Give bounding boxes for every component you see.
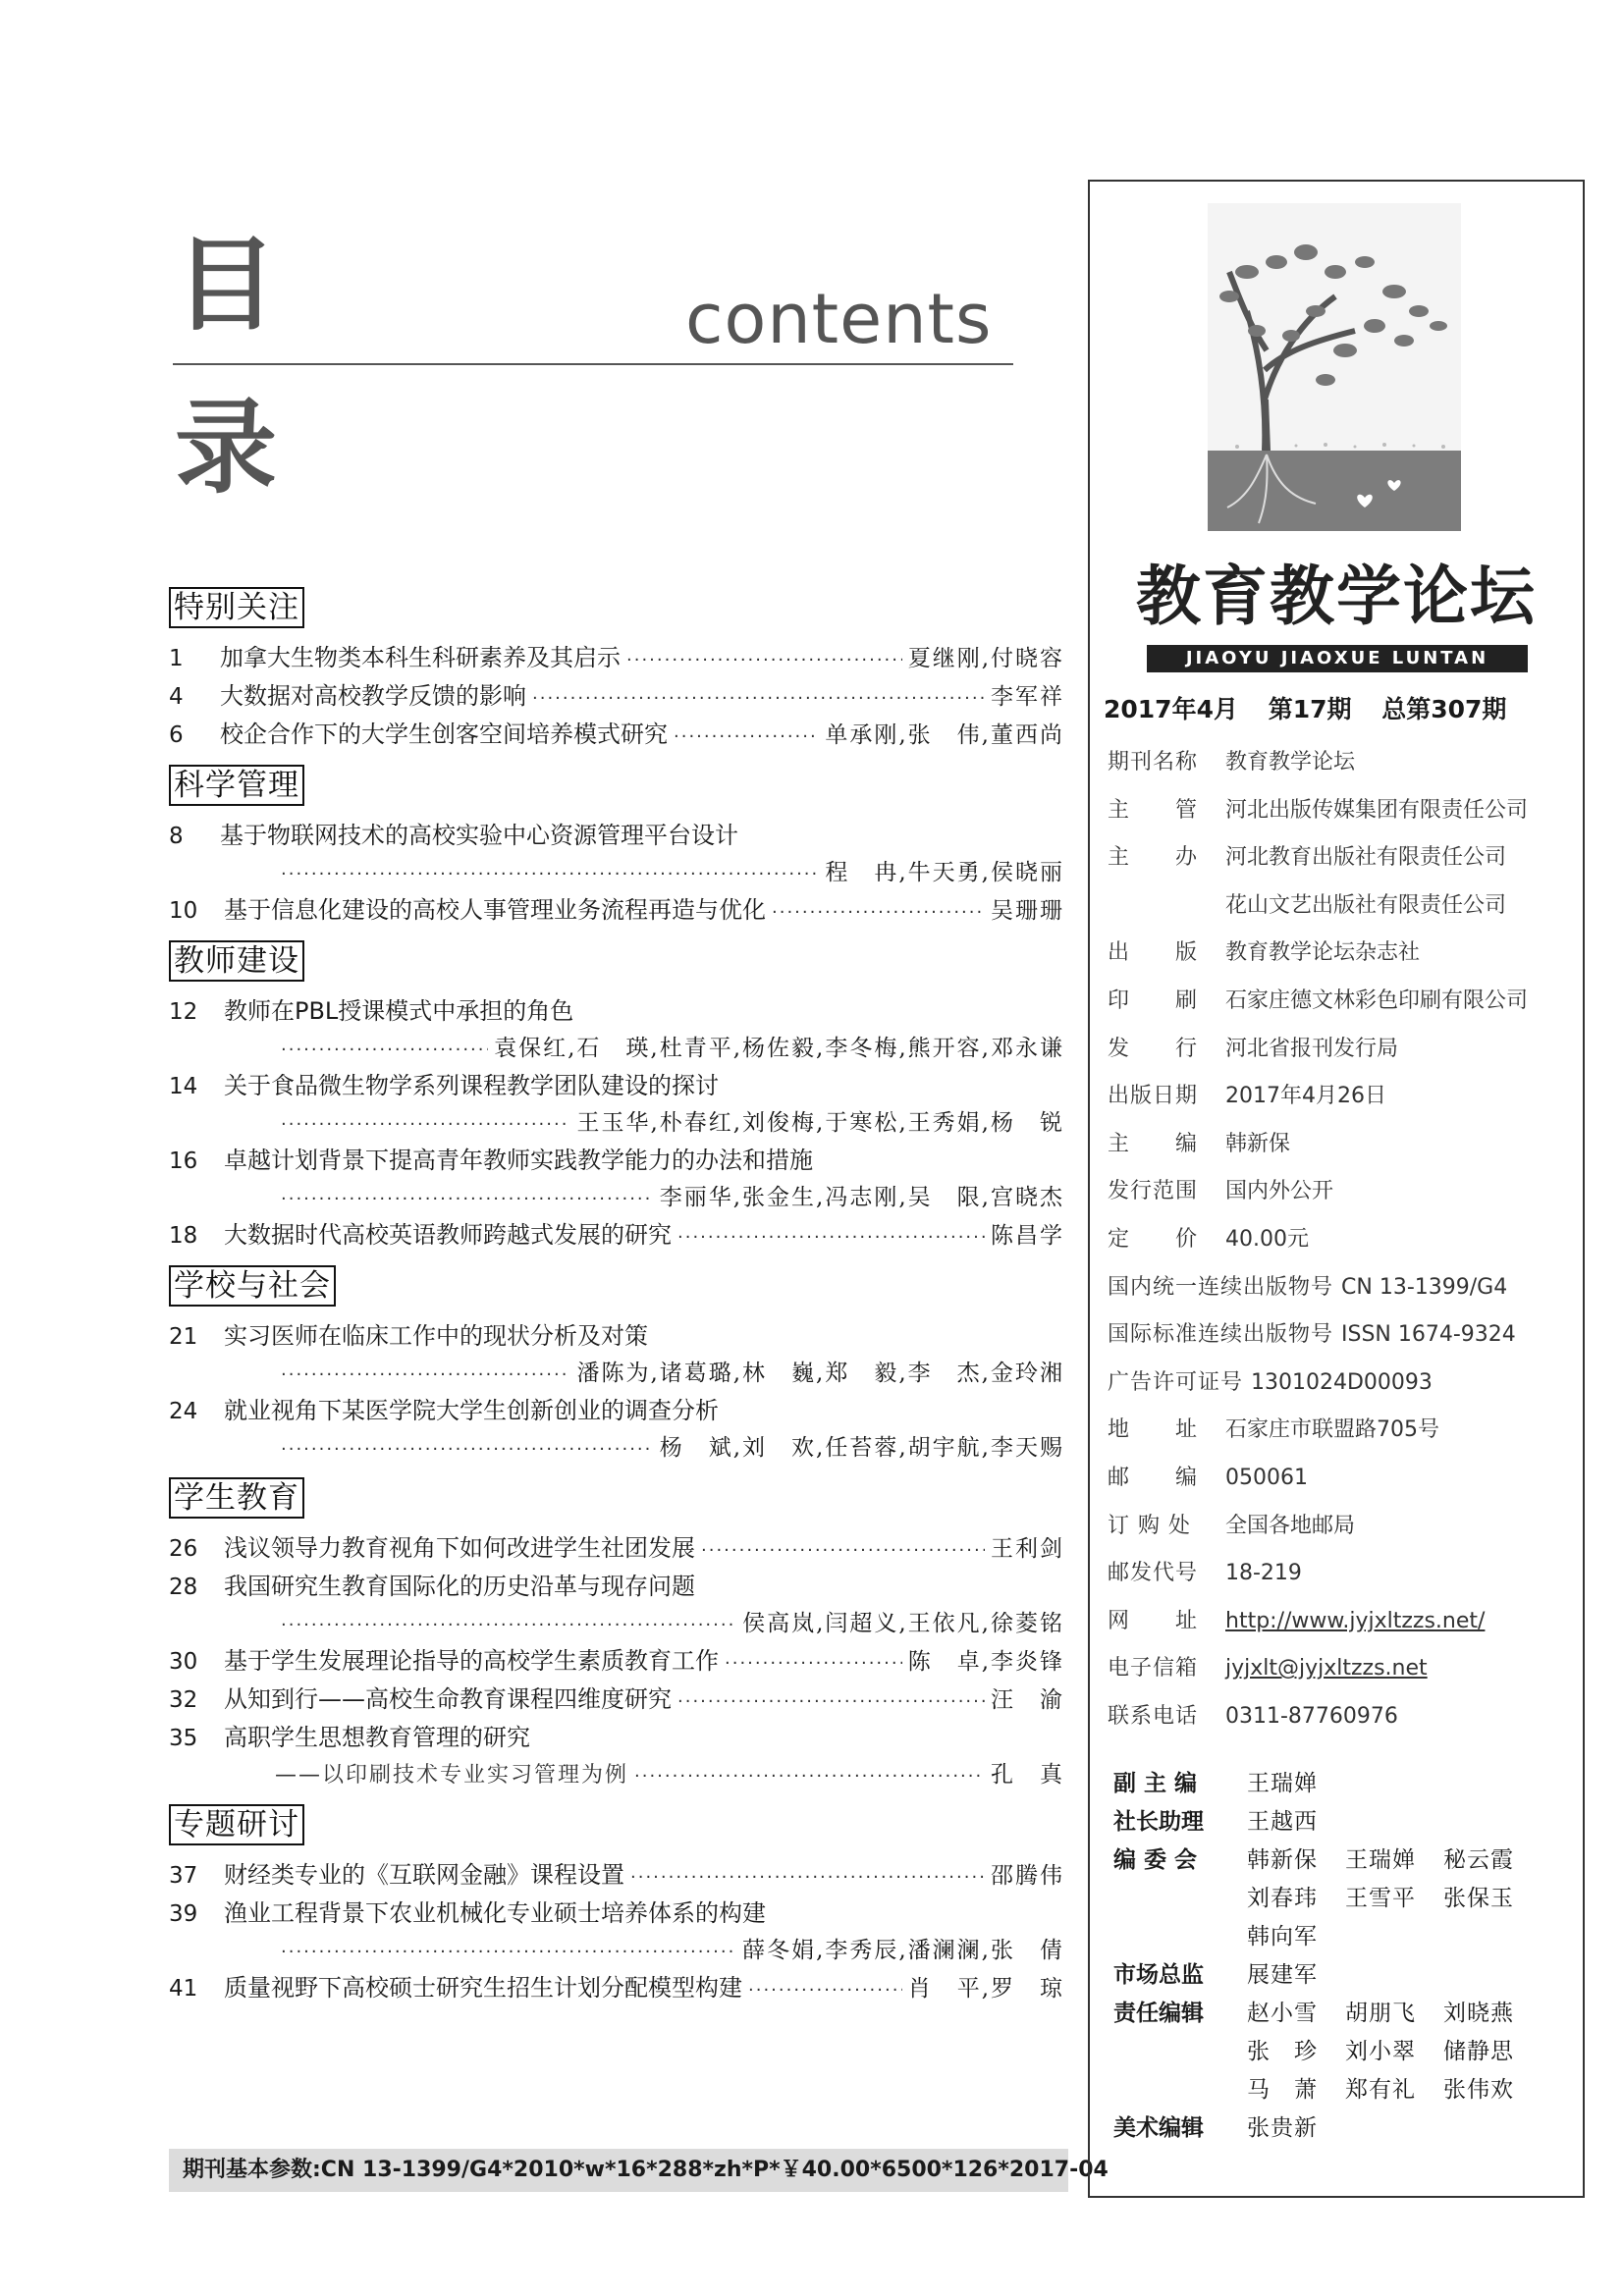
- info-row: [1108, 1026, 1569, 1074]
- article-authors: 孔 真: [991, 1762, 1064, 1788]
- editorial-staff: [1113, 1765, 1575, 2148]
- info-value: 石家庄德文林彩色印刷有限公司: [1225, 988, 1529, 1013]
- article-authors: 潘陈为,诸葛璐,林 巍,郑 毅,李 杰,金玲湘: [576, 1361, 1064, 1386]
- article-title: 财经类专业的《互联网金融》课程设置: [224, 1861, 624, 1889]
- info-value: 教育教学论坛杂志社: [1225, 940, 1421, 966]
- info-label: 主 管: [1108, 797, 1199, 823]
- staff-name: 张 珍: [1247, 2039, 1318, 2064]
- article-subtitle: ——以印刷技术专业实习管理为例: [275, 1763, 629, 1788]
- leader-dots: [772, 894, 985, 931]
- issue-total: 总第307期: [1381, 695, 1507, 723]
- info-row: [1108, 834, 1569, 882]
- info-label: 电子信箱: [1108, 1656, 1199, 1682]
- article-title: 大数据时代高校英语教师跨越式发展的研究: [224, 1221, 672, 1249]
- page-number: 10: [169, 898, 198, 924]
- section-title: 教师建设: [169, 940, 304, 982]
- article-title: 加拿大生物类本科生科研素养及其启示: [220, 644, 621, 671]
- article-title: 校企合作下的大学生创客空间培养模式研究: [220, 721, 668, 748]
- toc-entry[interactable]: [169, 1857, 1064, 1896]
- page-number: 39: [169, 1901, 198, 1927]
- journal-parameters-bar: 期刊基本参数:CN 13-1399/G4*2010*w*16*288*zh*P*￥40.00*6500*126*2017-04: [169, 2149, 1068, 2192]
- article-authors: 汪 渝: [991, 1687, 1064, 1713]
- page-number: 21: [169, 1324, 198, 1350]
- article-authors: 肖 平,罗 琼: [907, 1976, 1064, 2002]
- info-value: 韩新保: [1225, 1131, 1291, 1156]
- staff-name: 胡朋飞: [1345, 2001, 1416, 2026]
- leader-dots: [677, 1219, 985, 1255]
- staff-role: 社长助理: [1113, 1809, 1204, 1835]
- leader-dots: [281, 1181, 654, 1217]
- page-number: 6: [169, 722, 184, 748]
- toc-entry[interactable]: [169, 640, 1064, 678]
- page-number: 28: [169, 1575, 198, 1600]
- staff-role: 美术编辑: [1113, 2115, 1204, 2141]
- info-value: 河北省报刊发行局: [1225, 1036, 1399, 1061]
- toc-entry[interactable]: [169, 892, 1064, 931]
- section-title: 学生教育: [169, 1477, 304, 1519]
- info-row: [1108, 1455, 1569, 1503]
- publication-info: [1108, 739, 1569, 1740]
- article-title: 从知到行——高校生命教育课程四维度研究: [224, 1685, 672, 1713]
- toc-entry[interactable]: [169, 1643, 1064, 1682]
- info-value: 0311-87760976: [1225, 1703, 1398, 1729]
- toc-section: [169, 1794, 1064, 2008]
- info-value: 国内外公开: [1225, 1179, 1334, 1204]
- info-row: [1108, 1073, 1569, 1121]
- staff-name: 王雪平: [1345, 1886, 1416, 1911]
- article-title: 教师在PBL授课模式中承担的角色: [224, 997, 574, 1025]
- info-label: 印 刷: [1108, 988, 1199, 1013]
- info-row: [1108, 1360, 1569, 1408]
- toc-section: [169, 577, 1064, 755]
- info-row: [1108, 978, 1569, 1026]
- article-authors: 单承刚,张 伟,董西尚: [825, 722, 1064, 748]
- staff-name: 刘春玮: [1247, 1886, 1318, 1911]
- toc-section: [169, 1255, 1064, 1468]
- staff-name: 王瑞婵: [1345, 1847, 1416, 1873]
- staff-role: 副 主 编: [1113, 1771, 1198, 1796]
- article-authors: 李丽华,张金生,冯志刚,吴 限,宫晓杰: [659, 1185, 1064, 1210]
- info-row: [1108, 1503, 1569, 1551]
- article-authors: 陈 卓,李炎锋: [907, 1649, 1064, 1675]
- staff-name: 王越西: [1247, 1809, 1318, 1835]
- info-row: [1108, 787, 1569, 835]
- article-authors: 袁保红,石 瑛,杜青平,杨佐毅,李冬梅,熊开容,邓永谦: [494, 1036, 1064, 1061]
- page-number: 18: [169, 1223, 198, 1249]
- header-divider: [173, 363, 1013, 365]
- info-value: 18-219: [1225, 1561, 1302, 1586]
- article-title: 质量视野下高校硕士研究生招生计划分配模型构建: [224, 1974, 742, 2002]
- page-number: 35: [169, 1726, 198, 1751]
- page-number: 37: [169, 1863, 198, 1889]
- toc-entry[interactable]: [169, 717, 1064, 755]
- info-label: 发行范围: [1108, 1179, 1199, 1204]
- info-link[interactable]: jyjxlt@jyjxltzzs.net: [1225, 1656, 1428, 1682]
- leader-dots: [281, 1607, 736, 1643]
- info-value: 石家庄市联盟路705号: [1225, 1417, 1439, 1443]
- info-row: [1108, 1693, 1569, 1741]
- info-label: [1108, 882, 1225, 931]
- toc-entry[interactable]: [169, 1682, 1064, 1720]
- info-value: 40.00元: [1225, 1226, 1309, 1252]
- info-value: 河北教育出版社有限责任公司: [1225, 845, 1507, 871]
- staff-row: [1113, 2109, 1575, 2148]
- staff-name: 马 萧: [1247, 2077, 1318, 2103]
- info-label: 定 价: [1108, 1226, 1199, 1252]
- staff-row: [1113, 1842, 1575, 1956]
- staff-name: 王瑞婵: [1247, 1771, 1318, 1796]
- info-value: 全国各地邮局: [1225, 1513, 1356, 1538]
- info-row: [1108, 1216, 1569, 1264]
- leader-dots: [634, 1758, 985, 1794]
- info-link[interactable]: http://www.jyjxltzzs.net/: [1225, 1608, 1486, 1633]
- info-row: [1108, 1264, 1569, 1312]
- article-title: 基于物联网技术的高校实验中心资源管理平台设计: [220, 822, 738, 849]
- section-title: 专题研讨: [169, 1804, 304, 1845]
- info-label: 期刊名称: [1108, 750, 1199, 774]
- section-title: 科学管理: [169, 765, 304, 806]
- article-authors: 李军祥: [991, 684, 1064, 710]
- toc-section: [169, 1468, 1064, 1794]
- issue-line: [1104, 690, 1528, 725]
- article-authors: 夏继刚,付晓容: [907, 646, 1064, 671]
- toc-entry[interactable]: [169, 1720, 1064, 1794]
- article-authors: 吴珊珊: [991, 898, 1064, 924]
- info-label: 主 办: [1108, 845, 1199, 871]
- toc-entry[interactable]: [169, 1318, 1064, 1393]
- title-char-lu: 录: [175, 388, 278, 507]
- info-label: 网 址: [1108, 1608, 1199, 1633]
- table-of-contents: [169, 577, 1064, 2008]
- toc-entry[interactable]: [169, 1217, 1064, 1255]
- masthead-panel: [1088, 180, 1585, 2198]
- section-title: 学校与社会: [169, 1265, 336, 1307]
- staff-role: 编 委 会: [1113, 1847, 1198, 1873]
- article-title: 卓越计划背景下提高青年教师实践教学能力的办法和措施: [224, 1147, 813, 1174]
- title-char-mu: 目: [175, 225, 278, 345]
- info-row: [1108, 1121, 1569, 1169]
- info-row: [1108, 1407, 1569, 1455]
- staff-name: 赵小雪: [1247, 2001, 1318, 2026]
- staff-role: 责任编辑: [1113, 2001, 1204, 2026]
- staff-name: 张伟欢: [1443, 2077, 1514, 2103]
- info-row: [1108, 882, 1569, 931]
- toc-entry[interactable]: [169, 1896, 1064, 1970]
- info-row: [1108, 1311, 1569, 1360]
- info-label: 广告许可证号: [1108, 1369, 1244, 1395]
- leader-dots: [725, 1645, 902, 1682]
- article-authors: 王利剑: [991, 1536, 1064, 1562]
- page-number: 8: [169, 824, 184, 849]
- info-row: [1108, 930, 1569, 978]
- info-label: 发 行: [1108, 1036, 1199, 1061]
- page-number: 14: [169, 1074, 198, 1099]
- staff-role: 市场总监: [1113, 1962, 1204, 1988]
- toc-section: [169, 755, 1064, 931]
- toc-entry[interactable]: [169, 1143, 1064, 1217]
- staff-row: [1113, 1765, 1575, 1803]
- article-authors: 杨 斌,刘 欢,任苔蓉,胡宇航,李天赐: [659, 1435, 1064, 1461]
- leader-dots: [281, 856, 819, 892]
- page-number: 30: [169, 1649, 198, 1675]
- info-value: CN 13-1399/G4: [1341, 1274, 1508, 1300]
- article-title: 渔业工程背景下农业机械化专业硕士培养体系的构建: [224, 1899, 766, 1927]
- leader-dots: [630, 1859, 985, 1896]
- info-value: 2017年4月26日: [1225, 1084, 1386, 1109]
- article-title: 基于信息化建设的高校人事管理业务流程再造与优化: [224, 896, 766, 924]
- article-title: 高职学生思想教育管理的研究: [224, 1724, 530, 1751]
- page-number: 41: [169, 1976, 198, 2002]
- article-title: 关于食品微生物学系列课程教学团队建设的探讨: [224, 1072, 719, 1099]
- staff-name: 秘云霞: [1443, 1847, 1514, 1873]
- article-title: 我国研究生教育国际化的历史沿革与现存问题: [224, 1573, 695, 1600]
- leader-dots: [677, 1683, 985, 1720]
- toc-entry[interactable]: [169, 1068, 1064, 1143]
- leader-dots: [701, 1532, 985, 1569]
- toc-entry[interactable]: [169, 1970, 1064, 2008]
- leader-dots: [532, 680, 985, 717]
- page-number: 26: [169, 1536, 198, 1562]
- tree-illustration: [1208, 203, 1461, 531]
- article-title: 基于学生发展理论指导的高校学生素质教育工作: [224, 1647, 719, 1675]
- staff-name: 张贵新: [1247, 2115, 1318, 2141]
- info-label: 出 版: [1108, 940, 1199, 966]
- info-label: 国内统一连续出版物号: [1108, 1274, 1334, 1300]
- page-number: 24: [169, 1399, 198, 1424]
- page-number: 12: [169, 999, 198, 1025]
- staff-row: [1113, 1803, 1575, 1842]
- staff-name: 张保玉: [1443, 1886, 1514, 1911]
- info-row: [1108, 1550, 1569, 1598]
- info-label: 地 址: [1108, 1417, 1199, 1443]
- staff-name: 郑有礼: [1345, 2077, 1416, 2103]
- article-title: 大数据对高校教学反馈的影响: [220, 682, 526, 710]
- page-number: 16: [169, 1148, 198, 1174]
- info-label: 联系电话: [1108, 1703, 1199, 1729]
- leader-dots: [281, 1431, 654, 1468]
- leader-dots: [281, 1032, 488, 1068]
- info-row: [1108, 739, 1569, 787]
- page-number: 1: [169, 646, 184, 671]
- toc-entry[interactable]: [169, 678, 1064, 717]
- tree-logo-image: [1208, 203, 1461, 531]
- leader-dots: [748, 1972, 902, 2008]
- contents-word: contents: [685, 279, 993, 359]
- article-authors: 薛冬娟,李秀辰,潘澜澜,张 倩: [742, 1938, 1064, 1963]
- toc-entry[interactable]: [169, 993, 1064, 1068]
- toc-entry[interactable]: [169, 1393, 1064, 1468]
- article-authors: 侯高岚,闫超义,王依凡,徐菱铭: [742, 1611, 1064, 1636]
- staff-row: [1113, 1995, 1575, 2109]
- info-label: 主 编: [1108, 1131, 1199, 1156]
- article-title: 浅议领导力教育视角下如何改进学生社团发展: [224, 1534, 695, 1562]
- info-value: 教育教学论坛: [1225, 750, 1356, 774]
- info-row: [1108, 1168, 1569, 1216]
- leader-dots: [281, 1934, 736, 1970]
- staff-name: 展建军: [1247, 1962, 1318, 1988]
- info-label: 邮发代号: [1108, 1561, 1199, 1586]
- article-authors: 邵腾伟: [991, 1863, 1064, 1889]
- article-title: 就业视角下某医学院大学生创新创业的调查分析: [224, 1397, 719, 1424]
- info-value: 050061: [1225, 1465, 1308, 1490]
- page-number: 32: [169, 1687, 198, 1713]
- page-number: 4: [169, 684, 184, 710]
- article-authors: 王玉华,朴春红,刘俊梅,于寒松,王秀娟,杨 锐: [576, 1110, 1064, 1136]
- staff-row: [1113, 1956, 1575, 1995]
- leader-dots: [281, 1357, 570, 1393]
- staff-name: 韩向军: [1247, 1924, 1318, 1949]
- magazine-pinyin: JIAOYU JIAOXUE LUNTAN: [1147, 645, 1528, 672]
- toc-section: [169, 931, 1064, 1255]
- article-authors: 程 冉,牛天勇,侯晓丽: [825, 860, 1064, 885]
- info-row: [1108, 1645, 1569, 1693]
- leader-dots: [626, 642, 902, 678]
- info-value: 花山文艺出版社有限责任公司: [1225, 892, 1507, 918]
- info-value: ISSN 1674-9324: [1341, 1322, 1516, 1348]
- issue-date: 2017年4月: [1104, 695, 1238, 723]
- article-authors: 陈昌学: [991, 1223, 1064, 1249]
- info-value: 河北出版传媒集团有限责任公司: [1225, 797, 1529, 823]
- staff-name: 储静思: [1443, 2039, 1514, 2064]
- toc-entry[interactable]: [169, 818, 1064, 892]
- info-label: 订 购 处: [1108, 1513, 1191, 1538]
- issue-number: 第17期: [1268, 695, 1352, 723]
- toc-entry[interactable]: [169, 1530, 1064, 1569]
- leader-dots: [281, 1106, 570, 1143]
- staff-name: 刘晓燕: [1443, 2001, 1514, 2026]
- info-value: 1301024D00093: [1251, 1369, 1433, 1395]
- section-title: 特别关注: [169, 587, 304, 628]
- info-row: [1108, 1598, 1569, 1646]
- leader-dots: [674, 719, 819, 755]
- magazine-title: 教育教学论坛: [1136, 559, 1537, 634]
- staff-name: 刘小翠: [1345, 2039, 1416, 2064]
- toc-entry[interactable]: [169, 1569, 1064, 1643]
- staff-name: 韩新保: [1247, 1847, 1318, 1873]
- info-label: 出版日期: [1108, 1084, 1199, 1109]
- info-label: 国际标准连续出版物号: [1108, 1322, 1334, 1348]
- article-title: 实习医师在临床工作中的现状分析及对策: [224, 1322, 648, 1350]
- info-label: 邮 编: [1108, 1465, 1199, 1490]
